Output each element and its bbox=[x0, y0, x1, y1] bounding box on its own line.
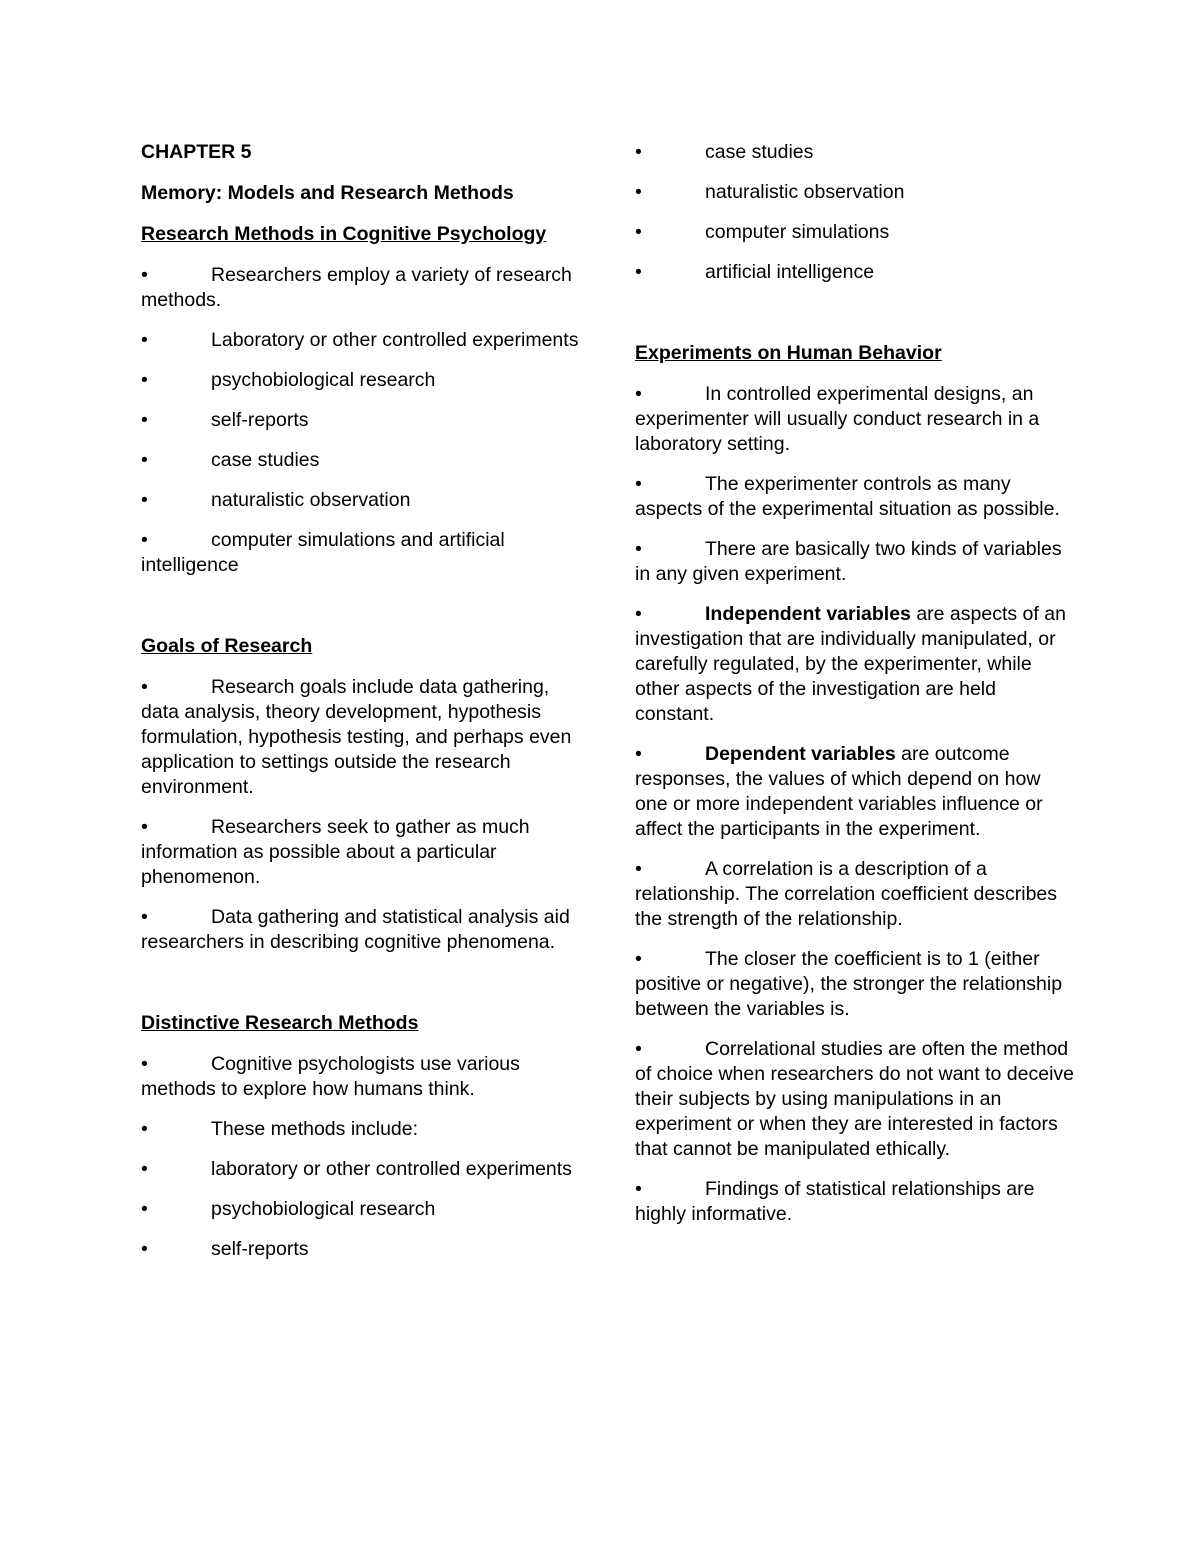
list-item-text: Data gathering and statistical analysis aid researchers in describing cognitive phenomena. bbox=[141, 906, 570, 953]
list-item bbox=[141, 368, 581, 393]
list-item bbox=[141, 488, 581, 513]
list-item-text: are aspects of an investigation that are individually manipulated, or carefully regulated, by the experimenter, while other aspects of the investigation are held constant. bbox=[635, 603, 1066, 725]
bullet-icon: • bbox=[635, 141, 642, 163]
bullet-icon: • bbox=[141, 816, 148, 838]
bullet-icon: • bbox=[141, 529, 148, 551]
list-item bbox=[141, 448, 581, 473]
bullet-icon: • bbox=[141, 1118, 148, 1140]
list-item-text: These methods include: bbox=[211, 1118, 419, 1140]
list-item-text: self-reports bbox=[211, 409, 309, 431]
bullet-icon: • bbox=[635, 948, 642, 970]
bullet-icon: • bbox=[635, 221, 642, 243]
bullet-icon: • bbox=[635, 473, 642, 495]
list-item-text: computer simulations and artificial intelligence bbox=[141, 529, 505, 576]
bullet-icon: • bbox=[141, 1238, 148, 1260]
document-subtitle: Memory: Models and Research Methods bbox=[141, 182, 514, 204]
list-item bbox=[635, 382, 1075, 457]
list-item bbox=[635, 742, 1075, 842]
list-item-text: self-reports bbox=[211, 1238, 309, 1260]
section-heading-goals: Goals of Research bbox=[141, 635, 313, 657]
list-item-text: computer simulations bbox=[705, 221, 890, 243]
list-item-text: A correlation is a description of a relationship. The correlation coefficient describes the strength of the relationship. bbox=[635, 858, 1058, 930]
list-item bbox=[141, 408, 581, 433]
bullet-icon: • bbox=[141, 264, 148, 286]
list-item-text: Researchers employ a variety of research methods. bbox=[141, 264, 572, 311]
list-item-text: case studies bbox=[705, 141, 814, 163]
list-item bbox=[141, 1052, 581, 1102]
list-item bbox=[141, 263, 581, 313]
list-item-text: Correlational studies are often the method of choice when researchers do not want to deceive their subjects by using manipulations in an experiment or when they are interested in factors that cannot be manipulated ethically. bbox=[635, 1038, 1075, 1160]
bullet-icon: • bbox=[141, 449, 148, 471]
bullet-icon: • bbox=[141, 329, 148, 351]
list-item bbox=[635, 947, 1075, 1022]
list-item bbox=[635, 602, 1075, 727]
list-item bbox=[141, 815, 581, 890]
bullet-icon: • bbox=[141, 409, 148, 431]
bullet-icon: • bbox=[141, 1053, 148, 1075]
list-item bbox=[635, 1037, 1075, 1162]
list-item-text: In controlled experimental designs, an experimenter will usually conduct research in a laboratory setting. bbox=[635, 383, 1040, 455]
right-column bbox=[635, 140, 1075, 1242]
list-item bbox=[141, 905, 581, 955]
list-item bbox=[635, 1177, 1075, 1227]
list-item-text: naturalistic observation bbox=[211, 489, 411, 511]
list-item-text: Findings of statistical relationships are highly informative. bbox=[635, 1178, 1035, 1225]
bullet-icon: • bbox=[635, 858, 642, 880]
section-heading-research-methods: Research Methods in Cognitive Psychology bbox=[141, 223, 547, 245]
list-item bbox=[141, 1197, 581, 1222]
list-item-text: naturalistic observation bbox=[705, 181, 905, 203]
list-item-text: psychobiological research bbox=[211, 1198, 436, 1220]
bullet-icon: • bbox=[635, 383, 642, 405]
bold-term-independent: Independent variables bbox=[705, 603, 911, 625]
list-item-text: case studies bbox=[211, 449, 320, 471]
list-item bbox=[141, 1237, 581, 1262]
list-item bbox=[141, 528, 581, 578]
list-item bbox=[635, 537, 1075, 587]
list-item bbox=[635, 472, 1075, 522]
list-item bbox=[141, 675, 581, 800]
bullet-icon: • bbox=[635, 603, 642, 625]
list-item bbox=[141, 328, 581, 353]
list-item-text: psychobiological research bbox=[211, 369, 436, 391]
list-item bbox=[141, 1157, 581, 1182]
list-item bbox=[635, 180, 1075, 205]
bullet-icon: • bbox=[141, 676, 148, 698]
bullet-icon: • bbox=[141, 1198, 148, 1220]
list-item bbox=[635, 140, 1075, 165]
bullet-icon: • bbox=[635, 538, 642, 560]
bold-term-dependent: Dependent variables bbox=[705, 743, 896, 765]
bullet-icon: • bbox=[141, 489, 148, 511]
list-item-text: The closer the coefficient is to 1 (either positive or negative), the stronger the relationship between the variables is. bbox=[635, 948, 1063, 1020]
list-item-text: Cognitive psychologists use various methods to explore how humans think. bbox=[141, 1053, 520, 1100]
list-item-text: The experimenter controls as many aspects of the experimental situation as possible. bbox=[635, 473, 1060, 520]
chapter-title: CHAPTER 5 bbox=[141, 141, 252, 163]
list-item-text: Laboratory or other controlled experiments bbox=[211, 329, 579, 351]
list-item bbox=[635, 857, 1075, 932]
list-item-text: Researchers seek to gather as much information as possible about a particular phenomenon. bbox=[141, 816, 530, 888]
bullet-icon: • bbox=[141, 369, 148, 391]
list-item-text: Research goals include data gathering, data analysis, theory development, hypothesis formulation, hypothesis testing, and perhaps even application to settings outside the research environment. bbox=[141, 676, 572, 798]
bullet-icon: • bbox=[635, 1038, 642, 1060]
section-heading-experiments: Experiments on Human Behavior bbox=[635, 342, 942, 364]
section-heading-distinctive-methods: Distinctive Research Methods bbox=[141, 1012, 419, 1034]
bullet-icon: • bbox=[635, 261, 642, 283]
bullet-icon: • bbox=[635, 181, 642, 203]
list-item bbox=[635, 260, 1075, 285]
bullet-icon: • bbox=[141, 1158, 148, 1180]
left-column bbox=[141, 140, 581, 1277]
bullet-icon: • bbox=[635, 743, 642, 765]
bullet-icon: • bbox=[635, 1178, 642, 1200]
list-item-text: There are basically two kinds of variables in any given experiment. bbox=[635, 538, 1062, 585]
list-item-text: laboratory or other controlled experiments bbox=[211, 1158, 572, 1180]
list-item bbox=[635, 220, 1075, 245]
list-item-text: are outcome responses, the values of which depend on how one or more independent variables influence or affect the participants in the experiment. bbox=[635, 743, 1043, 840]
bullet-icon: • bbox=[141, 906, 148, 928]
list-item-text: artificial intelligence bbox=[705, 261, 875, 283]
list-item bbox=[141, 1117, 581, 1142]
